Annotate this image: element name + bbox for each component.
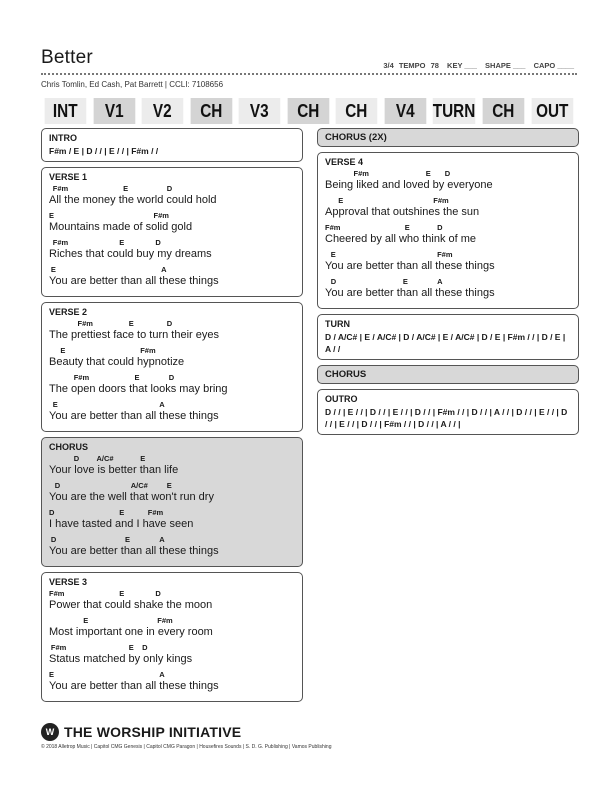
chord: F#m — [157, 616, 173, 625]
lyric-line — [325, 277, 571, 300]
lyric-line — [49, 319, 295, 342]
chord-row — [49, 670, 295, 680]
section-verse-3 — [41, 572, 303, 702]
section-title: TURN — [325, 319, 350, 329]
chord: E — [128, 643, 134, 652]
chord: E — [119, 238, 125, 247]
chord: D — [166, 184, 173, 193]
chord: E — [49, 670, 55, 679]
lyric-text: You are better than all these things — [325, 287, 495, 299]
chord: D — [73, 454, 80, 463]
lyric-line — [49, 616, 295, 639]
time-signature: 3/4 — [383, 61, 394, 70]
lyric-text: Mountains made of solid gold — [49, 221, 193, 233]
lyric-text: You are the well that won't run dry — [49, 491, 214, 503]
chord: F#m — [73, 373, 90, 382]
lyric-text: Being liked and loved by everyone — [325, 179, 493, 191]
lyric-text: All the money the world could hold — [49, 194, 217, 206]
lyric-text: Cheered by all who think of me — [325, 233, 477, 245]
key-field: KEY ___ — [447, 61, 477, 70]
lyric-text: Your love is better than life — [49, 464, 179, 476]
chord: F#m — [77, 319, 93, 328]
lyric-text: Beauty that could hypnotize — [49, 356, 185, 368]
chord-row — [49, 616, 295, 626]
chord-progression: D / / | E / / | D / / | E / / | D / / | F#m / / | D / / | A / / | D / / | E / / | D / / | E / / | D / / | F#m / / | D / / | A / / | — [325, 407, 568, 429]
chord: D — [50, 535, 57, 544]
chord: A/C# — [130, 481, 148, 490]
chord: E — [338, 196, 344, 205]
lyric-line — [49, 508, 295, 531]
chord: F#m — [437, 250, 453, 259]
chord-row — [49, 238, 295, 248]
chord: A/C# — [96, 454, 114, 463]
section-title: VERSE 1 — [49, 172, 88, 182]
section-title: VERSE 3 — [49, 577, 88, 587]
chord: F#m — [433, 196, 449, 205]
lyric-text: I have tasted and I have seen — [49, 518, 194, 530]
chord-row — [49, 346, 295, 356]
chord: F#m — [49, 589, 65, 598]
roadmap-item: TURN — [433, 98, 476, 124]
chord: D — [142, 643, 148, 652]
lyric-text: Approval that outshines the sun — [325, 206, 480, 218]
lyric-line — [325, 250, 571, 273]
section-title: CHORUS (2X) — [325, 132, 387, 143]
chord-row — [49, 265, 295, 275]
chord: D — [49, 508, 55, 517]
roadmap-item: CH — [336, 98, 377, 124]
chord-row — [49, 400, 295, 410]
lyric-text: Status matched by only kings — [49, 653, 193, 665]
section-title: CHORUS — [49, 442, 89, 452]
lyric-line — [325, 223, 571, 246]
w-logo-icon: W — [41, 723, 59, 741]
copyright: © 2018 Alletrop Music | Capitol CMG Genesis | Capitol CMG Paragon | Housefires Sounds | S. D. G. Publishing | Vamos Publishing — [41, 744, 332, 750]
song-roadmap — [41, 98, 576, 124]
chord-row — [325, 250, 571, 260]
chord: F#m — [153, 211, 169, 220]
lyric-line — [49, 670, 295, 693]
section-title: VERSE 2 — [49, 307, 88, 317]
chord: A — [159, 400, 165, 409]
chord-row — [325, 169, 571, 179]
lyric-text: Riches that could buy my dreams — [49, 248, 212, 260]
section-verse-4 — [317, 152, 579, 309]
chord: E — [49, 211, 55, 220]
lyric-line — [49, 589, 295, 612]
chord: E — [125, 535, 131, 544]
roadmap-item: CH — [190, 98, 231, 124]
lyric-line — [49, 373, 295, 396]
section-verse-2 — [41, 302, 303, 432]
shape-field: SHAPE ___ — [485, 61, 526, 70]
lyric-line — [325, 169, 571, 192]
right-column — [317, 128, 579, 440]
chord: D — [166, 319, 173, 328]
chord: D — [168, 373, 175, 382]
chord: D — [54, 481, 61, 490]
lyric-text: You are better than all these things — [325, 260, 495, 272]
chord: E — [60, 346, 66, 355]
chord: D — [437, 223, 443, 232]
chord-row — [49, 481, 295, 491]
lyric-line — [49, 184, 295, 207]
song-title: Better — [41, 47, 93, 68]
roadmap-item: V3 — [239, 98, 280, 124]
chord: E — [166, 481, 172, 490]
chord: F#m — [52, 184, 69, 193]
chord: E — [425, 169, 431, 178]
section-intro — [41, 128, 303, 162]
chord: F#m — [50, 643, 67, 652]
lyric-text: You are better than all these things — [49, 680, 219, 692]
lyric-text: You are better than all these things — [49, 545, 219, 557]
chord: D — [444, 169, 451, 178]
chord: F#m — [353, 169, 369, 178]
lyric-line — [49, 454, 295, 477]
chord: A — [159, 670, 165, 679]
lyric-text: You are better than all these things — [49, 275, 219, 287]
chord: E — [83, 616, 89, 625]
section-title: OUTRO — [325, 394, 358, 404]
lyric-line — [49, 481, 295, 504]
chord-row — [49, 373, 295, 383]
chord-row — [325, 277, 571, 287]
chord-row — [325, 196, 571, 206]
lyric-line — [49, 346, 295, 369]
chord-row — [49, 508, 295, 518]
roadmap-item: V1 — [93, 98, 134, 124]
section-title: CHORUS — [325, 369, 367, 380]
lyric-line — [49, 265, 295, 288]
chord-row — [49, 535, 295, 545]
chord: D — [155, 589, 161, 598]
section-verse-1 — [41, 167, 303, 297]
lyric-text: Power that could shake the moon — [49, 599, 213, 611]
lyric-line — [49, 238, 295, 261]
roadmap-item: CH — [483, 98, 524, 124]
footer-brand — [41, 723, 241, 741]
section-chorus — [41, 437, 303, 567]
section-outro — [317, 389, 579, 435]
chord: F#m — [325, 223, 341, 232]
lyric-text: The open doors that looks may bring — [49, 383, 228, 395]
left-column — [41, 128, 303, 707]
divider — [41, 73, 577, 75]
section-chorus — [317, 365, 579, 384]
chord: E — [404, 223, 410, 232]
chord-row — [49, 184, 295, 194]
section-turn — [317, 314, 579, 360]
chord: E — [52, 400, 58, 409]
chord-row — [49, 454, 295, 464]
roadmap-item: CH — [287, 98, 328, 124]
roadmap-item: OUT — [531, 98, 572, 124]
chord-row — [49, 589, 295, 599]
lyric-line — [49, 535, 295, 558]
chord-row — [325, 223, 571, 233]
chord: E — [134, 373, 140, 382]
lyric-line — [49, 211, 295, 234]
brand-name: THE WORSHIP INITIATIVE — [64, 724, 242, 740]
section-title: VERSE 4 — [325, 157, 364, 167]
chord: A — [161, 265, 167, 274]
chord: E — [140, 454, 146, 463]
chord: E — [119, 508, 125, 517]
lyric-text: The prettiest face to turn their eyes — [49, 329, 219, 341]
chord: D — [155, 238, 161, 247]
roadmap-item: V4 — [384, 98, 425, 124]
lyric-text: You are better than all these things — [49, 410, 219, 422]
chord: E — [128, 319, 134, 328]
chord: E — [119, 589, 125, 598]
chord-row — [49, 211, 295, 221]
song-credits: Chris Tomlin, Ed Cash, Pat Barrett | CCLI: 7108656 — [41, 80, 224, 89]
roadmap-item: V2 — [142, 98, 183, 124]
roadmap-item: INT — [45, 98, 86, 124]
tempo-value: 78 — [430, 61, 439, 70]
lyric-text: Most important one in every room — [49, 626, 213, 638]
chord-progression: D / A/C# | E / A/C# | D / A/C# | E / A/C# | D / E | F#m / / | D / E | A / / — [325, 332, 566, 354]
tempo-label: TEMPO — [398, 61, 426, 70]
chord: E — [330, 250, 336, 259]
chord: F#m — [140, 346, 156, 355]
chord-row — [49, 643, 295, 653]
chord: D — [330, 277, 337, 286]
chord: F#m — [147, 508, 164, 517]
chord: F#m — [52, 238, 69, 247]
chord-progression: F#m / E | D / / | E / / | F#m / / — [49, 146, 159, 156]
chord-row — [49, 319, 295, 329]
lyric-line — [325, 196, 571, 219]
lyric-line — [49, 400, 295, 423]
capo-field: CAPO ____ — [533, 61, 574, 70]
chord: A — [159, 535, 165, 544]
chord: E — [50, 265, 56, 274]
section-title: INTRO — [49, 133, 77, 143]
section-chorus-2x — [317, 128, 579, 147]
chord: A — [437, 277, 443, 286]
lyric-line — [49, 643, 295, 666]
chord: E — [123, 184, 129, 193]
song-meta — [377, 61, 574, 70]
chord: E — [402, 277, 408, 286]
